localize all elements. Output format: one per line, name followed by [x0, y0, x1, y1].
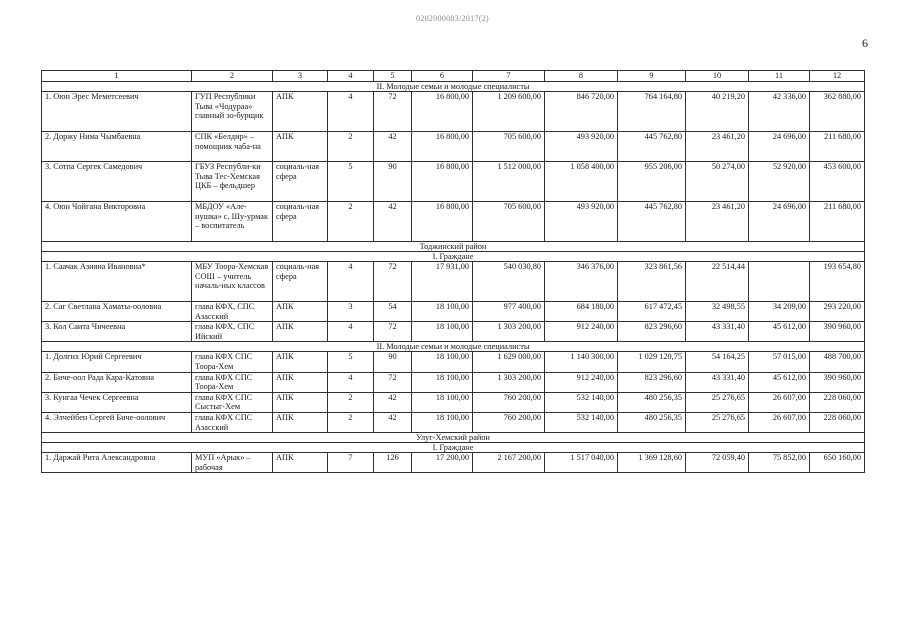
table-cell: 955 206,00 — [618, 162, 686, 202]
table-cell: 346 376,00 — [545, 262, 618, 302]
table-cell: 705 600,00 — [473, 202, 545, 242]
table-cell: 532 140,00 — [545, 392, 618, 412]
table-cell: АПК — [273, 352, 328, 372]
table-cell: 228 060,00 — [810, 412, 865, 432]
table-cell: 480 256,35 — [618, 392, 686, 412]
table-cell: 760 200,00 — [473, 412, 545, 432]
table-cell: глава КФХ СПС Сыстыг-Хем — [192, 392, 273, 412]
table-row — [42, 162, 865, 202]
table-cell: 3. Кунгаа Чечек Сергеевна — [42, 392, 192, 412]
table-cell: глава КФХ СПС Тоора-Хем — [192, 352, 273, 372]
table-cell: 1 303 200,00 — [473, 322, 545, 342]
table-cell: 2 — [328, 392, 374, 412]
table-cell: глава КФХ, СПС Азасский — [192, 302, 273, 322]
column-number-cell: 8 — [545, 71, 618, 82]
registry-table — [41, 70, 865, 473]
table-row — [42, 132, 865, 162]
table-cell: АПК — [273, 302, 328, 322]
table-cell: 18 100,00 — [412, 392, 473, 412]
table-cell: 2 — [328, 132, 374, 162]
section-header-row — [42, 433, 865, 443]
table-cell: 24 696,00 — [749, 132, 810, 162]
table-cell: 2 — [328, 202, 374, 242]
table-cell: МБДОУ «Але-нушка» с. Шу-урмак – воспитатель — [192, 202, 273, 242]
section-header-row — [42, 342, 865, 352]
column-number-cell: 5 — [374, 71, 412, 82]
table-cell: 42 — [374, 202, 412, 242]
table-cell: 42 — [374, 132, 412, 162]
table-cell: 1. Оюн Эрес Меметсеевич — [42, 92, 192, 132]
table-row — [42, 262, 865, 302]
table-cell: 24 696,00 — [749, 202, 810, 242]
table-cell: 2. Саг Светлана Хаматы-ооловна — [42, 302, 192, 322]
section-title: I. Граждане — [42, 252, 865, 262]
table-cell: 54 — [374, 302, 412, 322]
page-number: 6 — [862, 36, 868, 50]
table-cell: 126 — [374, 453, 412, 473]
section-title: II. Молодые семьи и молодые специалисты — [42, 82, 865, 92]
table-cell: 977 400,00 — [473, 302, 545, 322]
table-cell: 211 680,00 — [810, 202, 865, 242]
table-cell: 2 — [328, 412, 374, 432]
table-cell: 16 800,00 — [412, 202, 473, 242]
table-cell: 50 274,00 — [686, 162, 749, 202]
table-cell: 75 852,00 — [749, 453, 810, 473]
table-cell: 42 — [374, 392, 412, 412]
table-cell: 2 167 200,00 — [473, 453, 545, 473]
section-title: II. Молодые семьи и молодые специалисты — [42, 342, 865, 352]
table-cell: 453 600,00 — [810, 162, 865, 202]
section-header-row — [42, 252, 865, 262]
table-cell: АПК — [273, 92, 328, 132]
table-cell: ГБУЗ Республи-ки Тыва Тес-Хемская ЦКБ – фельдшер — [192, 162, 273, 202]
table-cell: 390 960,00 — [810, 372, 865, 392]
table-cell: 25 276,65 — [686, 392, 749, 412]
table-cell: 4 — [328, 262, 374, 302]
table-cell: 32 498,55 — [686, 302, 749, 322]
table-cell: 18 100,00 — [412, 322, 473, 342]
column-number-cell: 2 — [192, 71, 273, 82]
table-cell: 18 100,00 — [412, 372, 473, 392]
table-cell: АПК — [273, 453, 328, 473]
table-cell: 390 960,00 — [810, 322, 865, 342]
table-row — [42, 322, 865, 342]
column-number-cell: 11 — [749, 71, 810, 82]
table-cell: социаль-ная сфера — [273, 262, 328, 302]
column-number-cell: 1 — [42, 71, 192, 82]
table-cell: 17 931,00 — [412, 262, 473, 302]
table-cell: 25 276,65 — [686, 412, 749, 432]
table-cell: 362 880,00 — [810, 92, 865, 132]
table-cell: 4 — [328, 322, 374, 342]
table-cell: АПК — [273, 412, 328, 432]
table-cell: 650 160,00 — [810, 453, 865, 473]
table-cell: 57 015,00 — [749, 352, 810, 372]
table-cell: 40 219,20 — [686, 92, 749, 132]
table-cell: 34 209,00 — [749, 302, 810, 322]
table-cell: глава КФХ СПС Тоора-Хем — [192, 372, 273, 392]
table-cell: АПК — [273, 132, 328, 162]
table-cell: 16 800,00 — [412, 92, 473, 132]
table-cell: 493 920,00 — [545, 132, 618, 162]
table-cell: 17 200,00 — [412, 453, 473, 473]
section-header-row — [42, 242, 865, 252]
column-number-row — [42, 71, 865, 82]
table-cell: 1 209 600,00 — [473, 92, 545, 132]
table-cell: 1 629 000,00 — [473, 352, 545, 372]
table-cell: 42 336,00 — [749, 92, 810, 132]
table-cell: 211 680,00 — [810, 132, 865, 162]
table-cell: 18 100,00 — [412, 412, 473, 432]
table-cell: 42 — [374, 412, 412, 432]
table-cell: 705 600,00 — [473, 132, 545, 162]
table-cell: 2. Доржу Нима Чымбаевна — [42, 132, 192, 162]
column-number-cell: 12 — [810, 71, 865, 82]
table-cell: 684 180,00 — [545, 302, 618, 322]
table-cell: 760 200,00 — [473, 392, 545, 412]
table-cell: 912 240,00 — [545, 322, 618, 342]
table-cell: 764 164,80 — [618, 92, 686, 132]
column-number-cell: 6 — [412, 71, 473, 82]
table-cell: 72 059,40 — [686, 453, 749, 473]
table-cell: 1 512 000,00 — [473, 162, 545, 202]
table-cell: глава КФХ, СПС Ийский — [192, 322, 273, 342]
table-cell: 26 607,00 — [749, 412, 810, 432]
column-number-cell: 9 — [618, 71, 686, 82]
table-cell: 1. Саачак Азияна Ивановна* — [42, 262, 192, 302]
section-header-row — [42, 443, 865, 453]
table-cell: 16 800,00 — [412, 162, 473, 202]
section-title: I. Граждане — [42, 443, 865, 453]
table-cell: АПК — [273, 392, 328, 412]
table-row — [42, 372, 865, 392]
table-cell: 480 256,35 — [618, 412, 686, 432]
table-cell: 540 030,80 — [473, 262, 545, 302]
table-cell: 72 — [374, 92, 412, 132]
table-cell: 5 — [328, 352, 374, 372]
table-cell: 43 331,40 — [686, 322, 749, 342]
table-cell: 5 — [328, 162, 374, 202]
table-cell: 72 — [374, 262, 412, 302]
table-cell: АПК — [273, 372, 328, 392]
table-cell: 493 920,00 — [545, 202, 618, 242]
table-cell: 1 303 200,00 — [473, 372, 545, 392]
table-cell: 26 607,00 — [749, 392, 810, 412]
table-cell: 3. Сотпа Сергек Самедович — [42, 162, 192, 202]
table-cell: МУП «Арык» – рабочая — [192, 453, 273, 473]
table-cell: 823 296,60 — [618, 372, 686, 392]
table-cell: АПК — [273, 322, 328, 342]
table-row — [42, 352, 865, 372]
table-cell: 293 220,00 — [810, 302, 865, 322]
table-cell: 1 029 120,75 — [618, 352, 686, 372]
table-cell: 45 612,00 — [749, 322, 810, 342]
table-cell: 18 100,00 — [412, 352, 473, 372]
table-row — [42, 453, 865, 473]
section-title: Улуг-Хемский район — [42, 433, 865, 443]
table-cell: 228 060,00 — [810, 392, 865, 412]
table-cell: 912 240,00 — [545, 372, 618, 392]
column-number-cell: 7 — [473, 71, 545, 82]
table-cell: социаль-ная сфера — [273, 202, 328, 242]
table-cell: СПК «Белдир» – помощник чаба-на — [192, 132, 273, 162]
section-header-row — [42, 82, 865, 92]
table-cell: 3. Кол Саита Чичеевна — [42, 322, 192, 342]
table-cell: 43 331,40 — [686, 372, 749, 392]
table-cell: 22 514,44 — [686, 262, 749, 302]
table-row — [42, 302, 865, 322]
table-cell: 193 654,80 — [810, 262, 865, 302]
table-cell: социаль-ная сфера — [273, 162, 328, 202]
table-cell: 1 140 300,00 — [545, 352, 618, 372]
column-number-cell: 10 — [686, 71, 749, 82]
table-cell: 4 — [328, 92, 374, 132]
table-cell: 823 296,60 — [618, 322, 686, 342]
table-cell: 45 612,00 — [749, 372, 810, 392]
table-cell: 532 140,00 — [545, 412, 618, 432]
table-cell: ГУП Республики Тыва «Чодураа» главный зо-бурщик — [192, 92, 273, 132]
document-id: 0202000083/2017(2) — [416, 14, 489, 23]
table-cell: 52 920,00 — [749, 162, 810, 202]
table-cell: 3 — [328, 302, 374, 322]
table-cell — [749, 262, 810, 302]
table-cell: 16 800,00 — [412, 132, 473, 162]
table-cell: 445 762,80 — [618, 132, 686, 162]
table-cell: 2. Биче-оол Рада Кара-Катовна — [42, 372, 192, 392]
table-cell: 4. Оюн Чойгана Викторовна — [42, 202, 192, 242]
section-title: Тоджинский район — [42, 242, 865, 252]
table-cell: 445 762,80 — [618, 202, 686, 242]
table-cell: 617 472,45 — [618, 302, 686, 322]
table-cell: 1. Даржай Рита Александровна — [42, 453, 192, 473]
table-cell: 323 861,56 — [618, 262, 686, 302]
table-cell: 7 — [328, 453, 374, 473]
table-row — [42, 392, 865, 412]
table-cell: 90 — [374, 162, 412, 202]
table-cell: 846 720,00 — [545, 92, 618, 132]
table-cell: 54 164,25 — [686, 352, 749, 372]
table-cell: 1 517 040,00 — [545, 453, 618, 473]
table-row — [42, 412, 865, 432]
table-cell: 488 700,00 — [810, 352, 865, 372]
table-cell: 1. Долгих Юрий Сергеевич — [42, 352, 192, 372]
column-number-cell: 4 — [328, 71, 374, 82]
table-cell: 72 — [374, 322, 412, 342]
table-cell: 23 461,20 — [686, 202, 749, 242]
table-cell: глава КФХ СПС Азасский — [192, 412, 273, 432]
table-cell: 4. Элчейбен Сергей Биче-оолович — [42, 412, 192, 432]
table-cell: 90 — [374, 352, 412, 372]
table-cell: 23 461,20 — [686, 132, 749, 162]
table-cell: 18 100,00 — [412, 302, 473, 322]
table-row — [42, 202, 865, 242]
table-cell: 72 — [374, 372, 412, 392]
column-number-cell: 3 — [273, 71, 328, 82]
table-row — [42, 92, 865, 132]
table-cell: 1 369 128,60 — [618, 453, 686, 473]
table-cell: 4 — [328, 372, 374, 392]
table-cell: МБУ Тоора-Хемская СОШ – учитель началь-ных классов — [192, 262, 273, 302]
table-cell: 1 058 400,00 — [545, 162, 618, 202]
